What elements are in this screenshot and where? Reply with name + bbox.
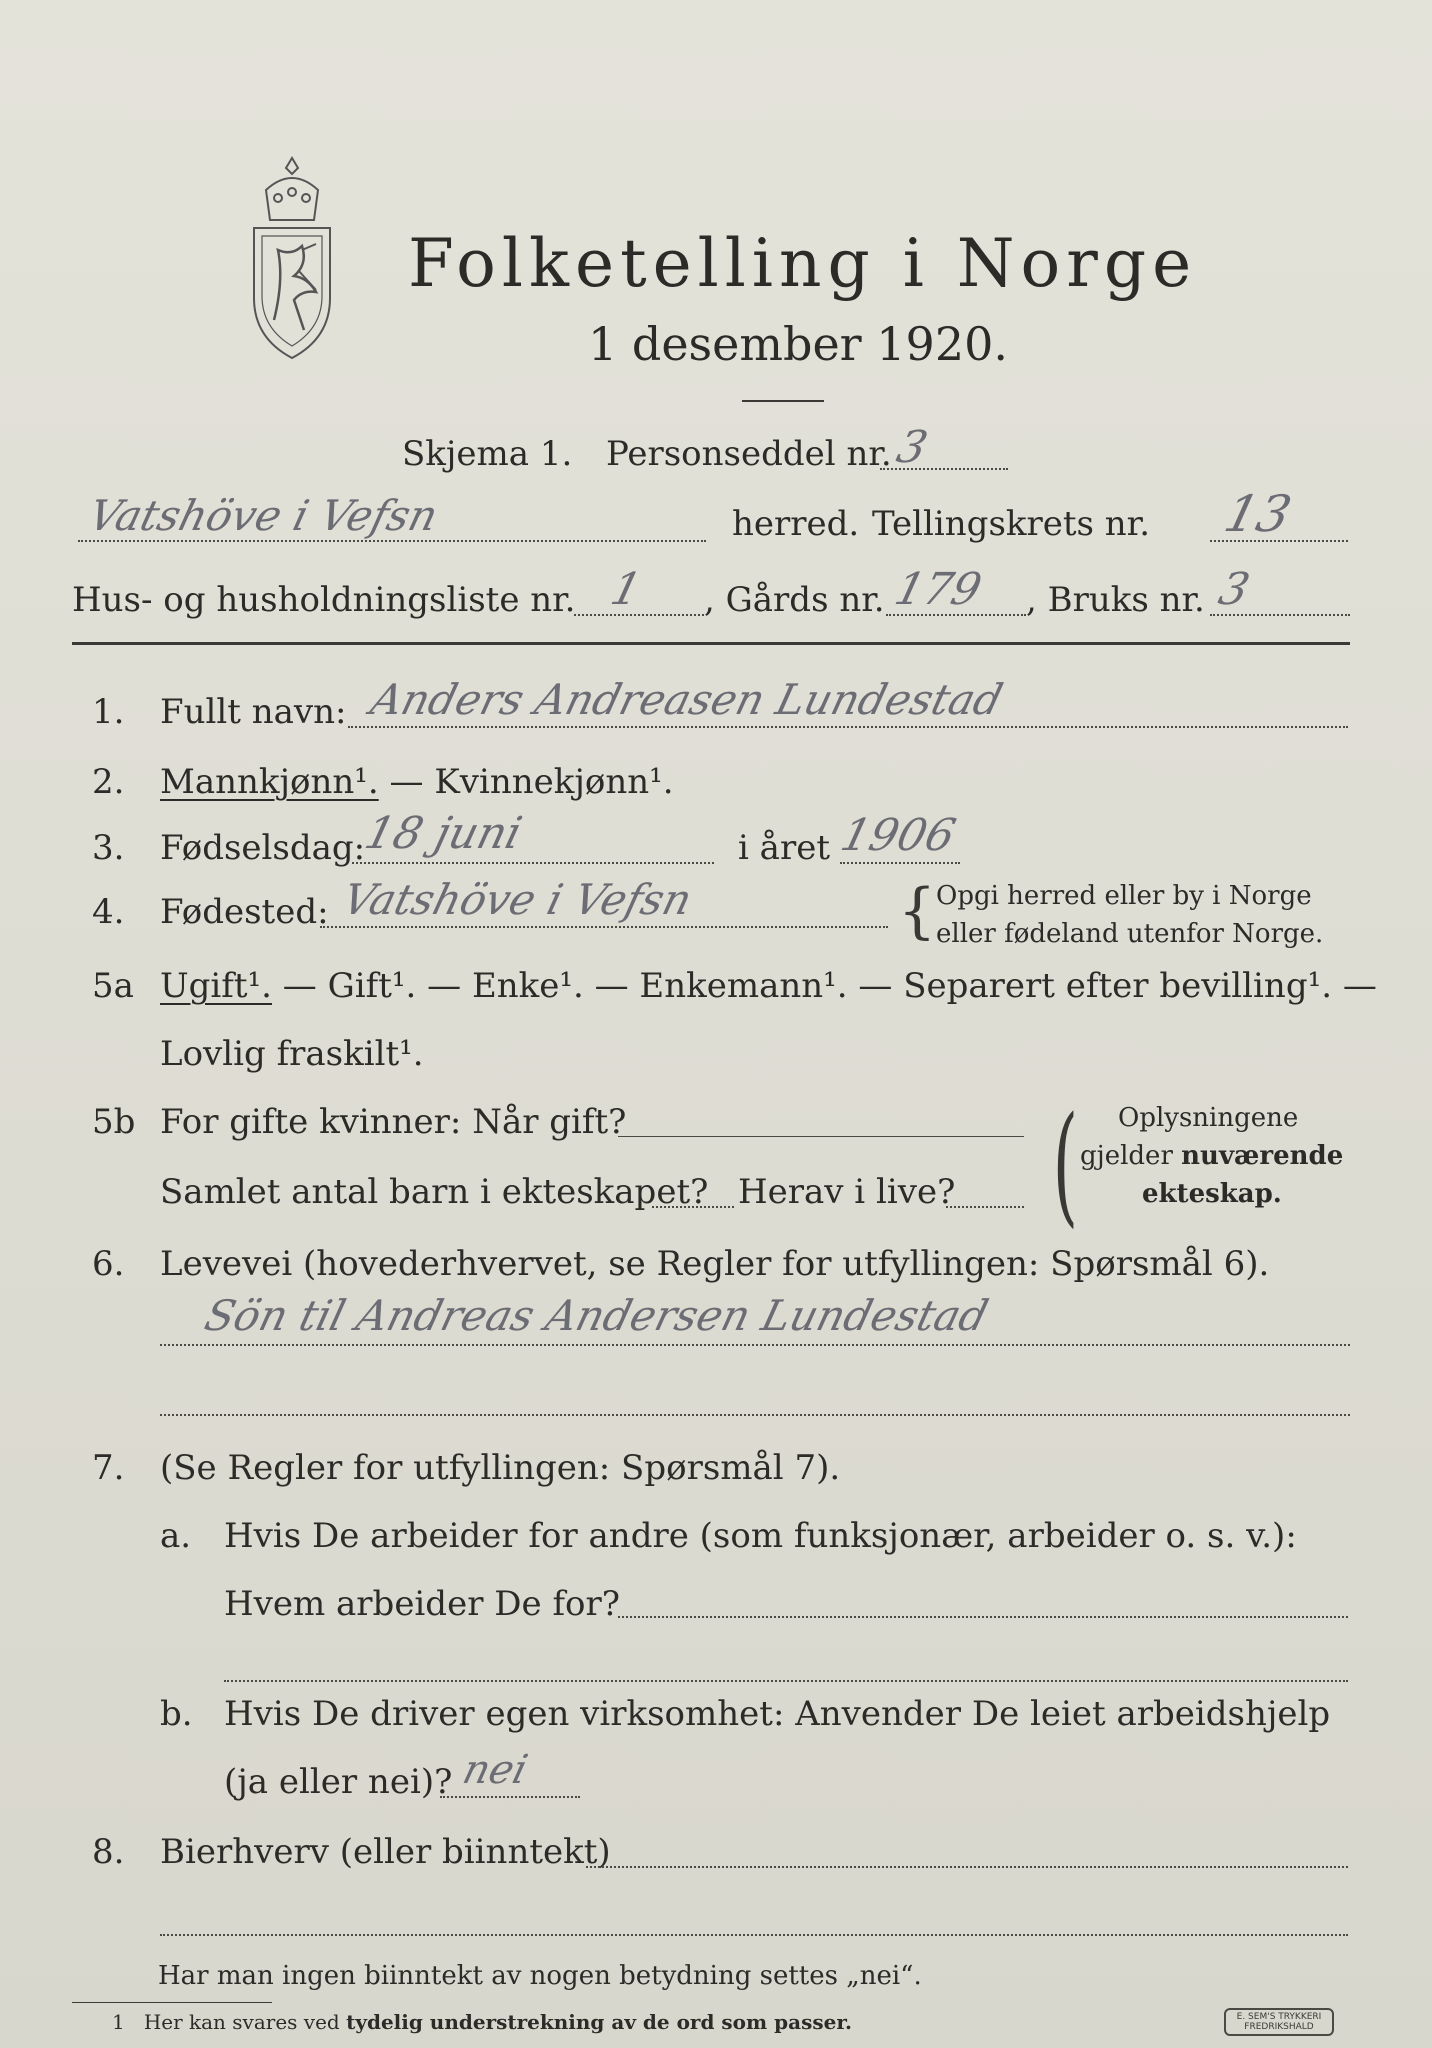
bruks-label: , Bruks nr. xyxy=(1026,580,1205,620)
marriage-note-line3: ekteskap. xyxy=(1142,1179,1282,1209)
marital-options: — Gift¹. — Enke¹. — Enkemann¹. — Separert efter bevilling¹. — xyxy=(282,966,1377,1006)
male-option: Mannkjønn¹. xyxy=(160,762,379,802)
hired-help-label: (ja eller nei)? xyxy=(224,1762,453,1802)
full-name-value: Anders Andreasen Lundestad xyxy=(366,675,1008,724)
form-title: Folketelling i Norge xyxy=(408,225,1198,302)
birthday-value: 18 juni xyxy=(359,808,527,859)
q3-label: Fødselsdag: xyxy=(160,828,366,868)
employer-label: Hvem arbeider De for? xyxy=(224,1584,620,1624)
q4-number: 4. xyxy=(92,892,125,932)
q5a-number: 5a xyxy=(92,966,134,1006)
q2-number: 2. xyxy=(92,762,125,802)
footer-note: Har man ingen biinntekt av nogen betydning settes „nei“. xyxy=(158,1961,922,1991)
q4-label: Fødested: xyxy=(160,892,329,932)
q7b-text: Hvis De driver egen virksomhet: Anvender De leiet arbeidshjelp xyxy=(224,1694,1331,1734)
footnote-number: 1 xyxy=(112,2010,125,2034)
husliste-label: Hus- og husholdningsliste nr. xyxy=(72,580,576,620)
q1-number: 1. xyxy=(92,692,125,732)
unmarried-option: Ugift¹. xyxy=(160,966,272,1006)
year-label: i året xyxy=(738,828,830,868)
title-divider xyxy=(742,400,824,402)
female-option: Kvinnekjønn¹. xyxy=(434,762,674,802)
divorced-option: Lovlig fraskilt¹. xyxy=(160,1034,424,1074)
footnote-emphasis: tydelig understrekning av de ord som passer. xyxy=(346,2010,852,2034)
printer-stamp: E. SEM'S TRYKKERI FREDRIKSHALD xyxy=(1224,2008,1334,2036)
personseddel-value: 3 xyxy=(891,422,933,473)
q7-label: (Se Regler for utfyllingen: Spørsmål 7). xyxy=(160,1448,841,1488)
bruks-value: 3 xyxy=(1213,564,1255,615)
marriage-note-line1: Oplysningene xyxy=(1118,1103,1299,1133)
current-marriage-emphasis: nuværende xyxy=(1181,1141,1344,1171)
q5b-number: 5b xyxy=(92,1102,136,1142)
q3-number: 3. xyxy=(92,828,125,868)
side-income-label: Bierhverv (eller biinntekt) xyxy=(160,1832,611,1872)
census-form-page: Folketelling i Norge 1 desember 1920. Skjema 1. Personseddel nr. 3 Vatshöve i Vefsn herred. Tellingskrets nr. 13 Hus- og husholdningsliste nr. 1 , Gårds nr. 179 , Bruks nr. 3 1. Fullt navn: Anders Andreasen Lundestad 2. Mannkjønn¹. — Kvinnekjønn¹. 3. Fødselsdag: 18 juni i året 1906 4. Fødested: Vatshöve i Vefsn { Opgi herred eller by i Norge eller fødeland utenfor Norge. 5a Ugift¹. — Gift¹. — Enke¹. — Enkemann¹. — Separert efter bevilling¹. — Lovlig fraskilt¹. 5b For gifte kvinner: Når gift? Samlet antal barn i ekteskapet? Herav i live? ( Oplysningene gjelder nuværende ekteskap. 6. Levevei (hovederhvervet, se Regler for utfyllingen: Spørsmål 6). Sön til Andreas Andersen Lundestad 7. (Se Regler for utfyllingen: Spørsmål 7). a. Hvis De arbeider for andre (som funksjonær, arbeider o. s. v.): Hvem arbeider De for? b. Hvis De driver egen virksomhet: Anvender De leiet arbeidshjelp (ja eller nei)? nei 8. Bierhverv (eller biinntekt) Har man ingen biinntekt av nogen betydning settes „nei“. 1 Her kan svares ved tydelig understrekning av de ord som passer. E. SEM'S TRYKKERI FREDRIKSHALD xyxy=(0,0,1432,2048)
gards-label: , Gårds nr. xyxy=(704,580,885,620)
birth-year-value: 1906 xyxy=(835,810,961,861)
children-count-label: Samlet antal barn i ekteskapet? xyxy=(160,1172,709,1212)
tellingskrets-value: 13 xyxy=(1218,485,1297,543)
q8-number: 8. xyxy=(92,1832,125,1872)
occupation-value: Sön til Andreas Andersen Lundestad xyxy=(200,1291,994,1340)
birthplace-note-line1: Opgi herred eller by i Norge xyxy=(936,881,1312,911)
census-date: 1 desember 1920. xyxy=(588,317,1008,371)
schema-label: Skjema 1. xyxy=(402,434,573,474)
footnote-divider xyxy=(72,2002,272,2003)
norway-coat-of-arms-icon xyxy=(232,150,352,365)
hired-help-value: nei xyxy=(458,1747,532,1793)
herred-label: herred. xyxy=(732,504,860,544)
tellingskrets-label: Tellingskrets nr. xyxy=(872,504,1151,544)
husliste-value: 1 xyxy=(605,564,647,615)
q7-number: 7. xyxy=(92,1448,125,1488)
header-divider xyxy=(72,642,1350,645)
herred-value: Vatshöve i Vefsn xyxy=(84,491,443,540)
q7b-letter: b. xyxy=(160,1694,193,1734)
birthplace-note-line2: eller fødeland utenfor Norge. xyxy=(936,919,1324,949)
gards-value: 179 xyxy=(889,564,987,615)
q7a-letter: a. xyxy=(160,1516,192,1556)
birthplace-value: Vatshöve i Vefsn xyxy=(338,875,697,924)
q7a-text: Hvis De arbeider for andre (som funksjonær, arbeider o. s. v.): xyxy=(224,1516,1297,1556)
q1-label: Fullt navn: xyxy=(160,692,347,732)
q6-number: 6. xyxy=(92,1244,125,1284)
occupation-label: Levevei (hovederhvervet, se Regler for utfyllingen: Spørsmål 6). xyxy=(160,1244,1270,1284)
personseddel-label: Personseddel nr. xyxy=(606,434,892,474)
married-when-label: For gifte kvinner: Når gift? xyxy=(160,1102,627,1142)
children-alive-label: Herav i live? xyxy=(738,1172,956,1212)
